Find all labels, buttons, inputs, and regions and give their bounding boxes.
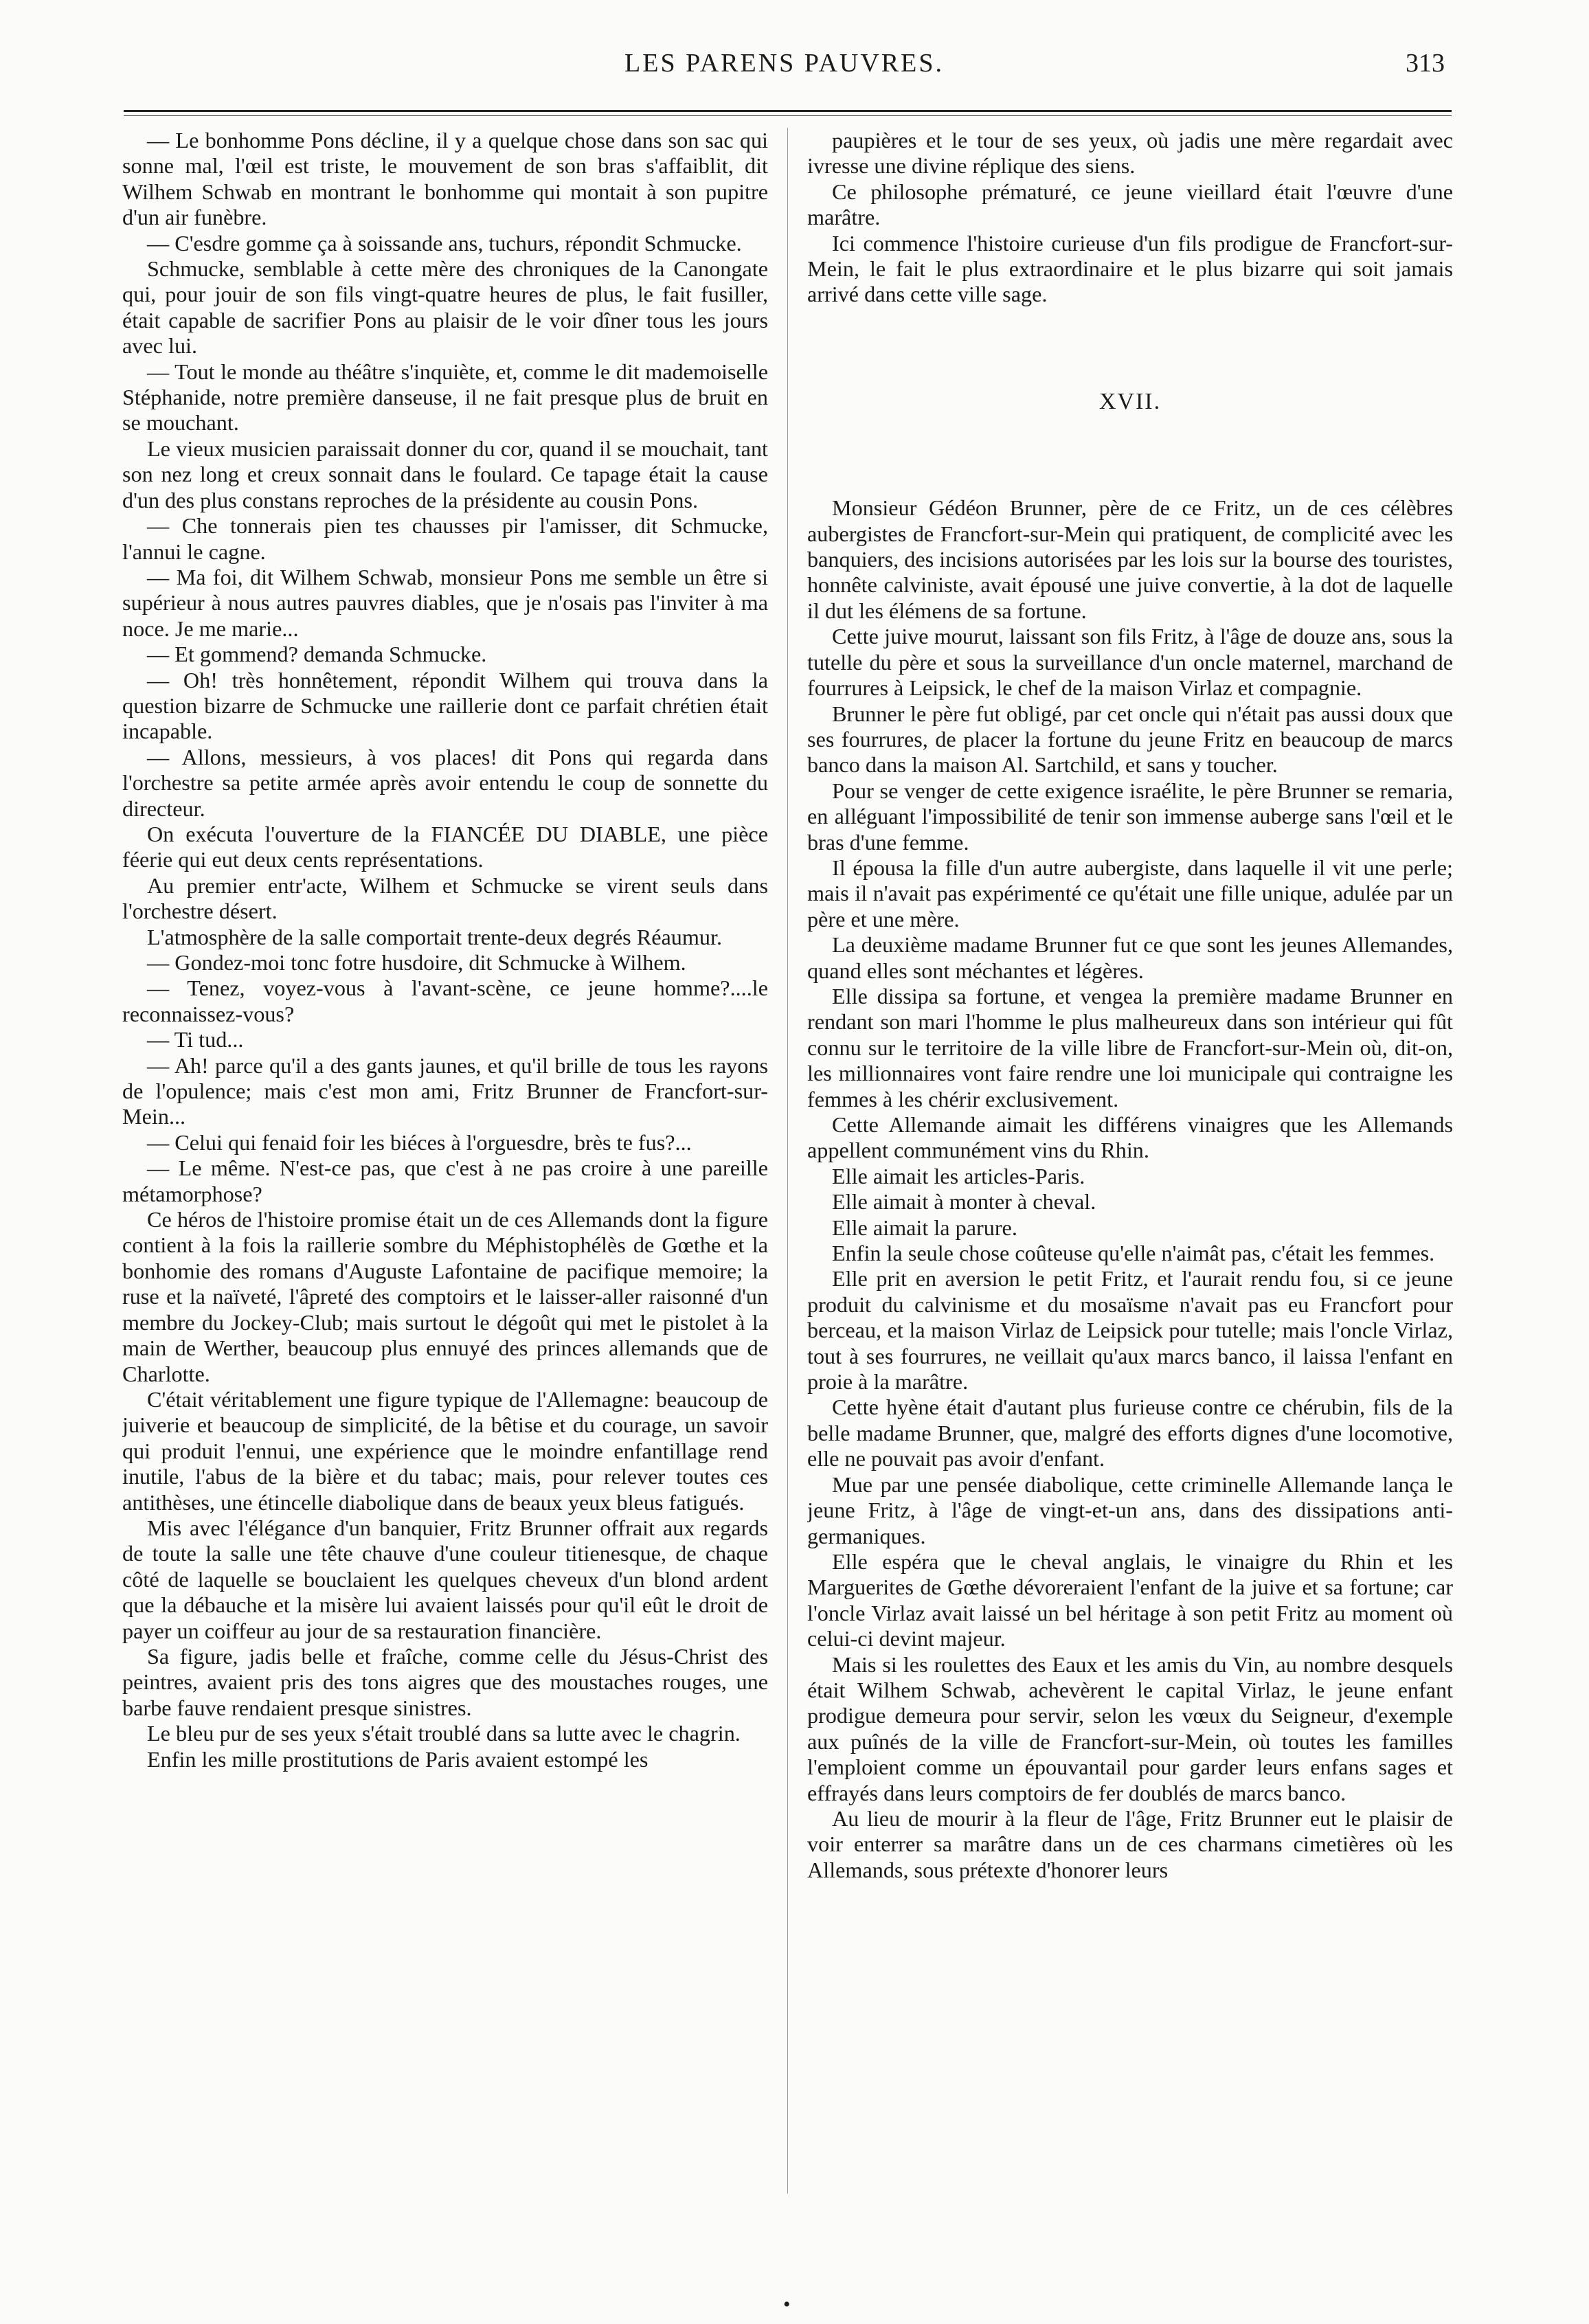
paragraph: Mais si les roulettes des Eaux et les amis du Vin, au nombre desquels était Wilhem Schwab, achevèrent le capital Virlaz, le jeune enfant prodigue demeura pour servir, selon les vœux du Seigneur, d'exemple aux puînés de la ville de Francfort-sur-Mein, où toutes les familles l'emploient comme un épouvantail pour garder leurs enfans sages et effrayés dans leurs comptoirs de fer doublés de marcs banco. — [807, 1651, 1453, 1805]
paragraph: — Tenez, voyez-vous à l'avant-scène, ce jeune homme?....le reconnaissez-vous? — [122, 975, 768, 1026]
paragraph: Mis avec l'élégance d'un banquier, Fritz Brunner offrait aux regards de toute la salle une tête chauve d'une couleur titienesque, de chaque côté de laquelle se bouclaient les quelques cheveux d'un blond ardent que la débauche et la misère lui avaient laissés pour qu'il eût le droit de payer un coiffeur au jour de sa restauration financière. — [122, 1515, 768, 1643]
paragraph: Monsieur Gédéon Brunner, père de ce Fritz, un de ces célèbres aubergistes de Francfort-sur-Mein qui pratiquent, de complicité avec les banquiers, des incisions autorisées par les lois sur la bourse des touristes, honnête calviniste, avait épousé une juive convertie, à la dot de laquelle il dut les élémens de sa fortune. — [807, 495, 1453, 623]
paragraph: Elle aimait la parure. — [832, 1215, 1017, 1240]
paragraph: Cette juive mourut, laissant son fils Fritz, à l'âge de douze ans, sous la tutelle du père et sous la surveillance d'un oncle maternel, marchand de fourrures à Leipsick, le chef de la maison Virlaz et compagnie. — [807, 624, 1453, 701]
paragraph: La deuxième madame Brunner fut ce que sont les jeunes Allemandes, quand elles sont méchantes et légères. — [807, 932, 1453, 983]
paragraph: Ici commence l'histoire curieuse d'un fils prodigue de Francfort-sur-Mein, le fait le plus extraordinaire et le plus bizarre qui soit jamais arrivé dans cette ville sage. — [807, 230, 1453, 307]
paragraph: Elle aimait les articles-Paris. — [832, 1163, 1085, 1188]
paragraph: Elle espéra que le cheval anglais, le vinaigre du Rhin et les Marguerites de Gœthe dévoreraient l'enfant de la juive et sa fortune; car l'oncle Virlaz avait laissé un bel héritage à son petit Fritz au moment où celui-ci devint majeur. — [807, 1548, 1453, 1651]
paragraph: C'était véritablement une figure typique de l'Allemagne: beaucoup de juiverie et beaucoup de simplicité, de la bêtise et du courage, un savoir qui produit l'ennui, une expérience que le moindre enfantillage rend inutile, l'abus de la bière et du tabac; mais, pour relever toutes ces antithèses, une étincelle diabolique dans de beaux yeux bleus fatigués. — [122, 1386, 768, 1515]
running-title: LES PARENS PAUVRES. — [624, 49, 944, 78]
paragraph: — Celui qui fenaid foir les biéces à l'orguesdre, brès te fus?... — [147, 1129, 692, 1155]
paragraph: paupières et le tour de ses yeux, où jadis une mère regardait avec ivresse une divine réplique des siens. — [807, 128, 1453, 179]
paragraph: — Allons, messieurs, à vos places! dit Pons qui regarda dans l'orchestre sa petite armée après avoir entendu le coup de sonnette du directeur. — [122, 744, 768, 821]
paragraph: — Et gommend? demanda Schmucke. — [147, 642, 487, 667]
paragraph: — Le bonhomme Pons décline, il y a quelque chose dans son sac qui sonne mal, l'œil est triste, le mouvement de son bras s'affaiblit, dit Wilhem Schwab en montrant le bonhomme qui montait à son pupitre d'un air funèbre. — [122, 128, 768, 230]
paragraph: Au premier entr'acte, Wilhem et Schmucke se virent seuls dans l'orchestre désert. — [122, 872, 768, 924]
page-number: 313 — [1406, 49, 1445, 78]
paragraph: — Tout le monde au théâtre s'inquiète, et, comme le dit mademoiselle Stéphanide, notre première danseuse, il ne fait presque plus de bruit en se mouchant. — [122, 359, 768, 436]
paragraph: On exécuta l'ouverture de la FIANCÉE DU DIABLE, une pièce féerie qui eut deux cents représentations. — [122, 821, 768, 872]
right-column — [807, 128, 1453, 2193]
paragraph: Elle prit en aversion le petit Fritz, et l'aurait rendu fou, si ce jeune produit du calvinisme et du mosaïsme n'avait pas eu Francfort pour berceau, et la maison Virlaz de Leipsick pour tutelle; mais l'oncle Virlaz, tout à ses fourrures, ne veillait qu'aux marcs banco, il laissa l'enfant en proie à la marâtre. — [807, 1266, 1453, 1395]
paragraph: Ce héros de l'histoire promise était un de ces Allemands dont la figure contient à la fois la raillerie sombre du Méphistophélès de Gœthe et la bonhomie des romans d'Auguste Lafontaine de pacifique memoire; la ruse et la naïveté, l'âpreté des comptoirs et le laisser-aller raisonné d'un membre du Jockey-Club; mais surtout le dégoût qui met le pistolet à la main de Werther, beaucoup plus ennuyé des princes allemands que de Charlotte. — [122, 1207, 768, 1386]
paragraph: Elle aimait à monter à cheval. — [832, 1189, 1096, 1215]
paragraph: — Le même. N'est-ce pas, que c'est à ne pas croire à une pareille métamorphose? — [122, 1155, 768, 1206]
paragraph: — Ma foi, dit Wilhem Schwab, monsieur Pons me semble un être si supérieur à nous autres pauvres diables, que je n'osais pas l'inviter à ma noce. Je me marie... — [122, 564, 768, 641]
header-rule — [124, 110, 1452, 116]
paragraph: — Che tonnerais pien tes chausses pir l'amisser, dit Schmucke, l'annui le cagne. — [122, 513, 768, 564]
paragraph: — Ti tud... — [147, 1027, 244, 1052]
paragraph: Au lieu de mourir à la fleur de l'âge, Fritz Brunner eut le plaisir de voir enterrer sa marâtre dans un de ces charmans cimetières où les Allemands, sous prétexte d'honorer leurs — [807, 1805, 1453, 1882]
paragraph: L'atmosphère de la salle comportait trente-deux degrés Réaumur. — [147, 924, 723, 949]
paragraph: Mue par une pensée diabolique, cette criminelle Allemande lança le jeune Fritz, à l'âge de vingt-et-un ans, dans des dissipations anti-germaniques. — [807, 1471, 1453, 1548]
right-column-intro — [807, 128, 1453, 308]
footer-mark: • — [783, 2293, 791, 2316]
right-column-body — [807, 495, 1453, 1883]
paragraph: Pour se venger de cette exigence israélite, le père Brunner se remaria, en alléguant l'impossibilité de tenir son immense auberge sans l'œil et le bras d'une femme. — [807, 778, 1453, 855]
left-column — [122, 128, 768, 2193]
page-header — [124, 43, 1445, 84]
column-divider — [787, 128, 788, 2193]
chapter-heading: XVII. — [1098, 388, 1162, 414]
paragraph: Enfin les mille prostitutions de Paris avaient estompé les — [147, 1746, 649, 1772]
paragraph: — Oh! très honnêtement, répondit Wilhem qui trouva dans la question bizarre de Schmucke une raillerie dont ce parfait chrétien était incapable. — [122, 667, 768, 744]
paragraph: Ce philosophe prématuré, ce jeune vieillard était l'œuvre d'une marâtre. — [807, 179, 1453, 230]
paragraph: Il épousa la fille d'un autre aubergiste, dans laquelle il vit une perle; mais il n'avait pas expérimenté ce qu'était une fille unique, adulée par un père et une mère. — [807, 855, 1453, 932]
paragraph: Cette hyène était d'autant plus furieuse contre ce chérubin, fils de la belle madame Brunner, que, malgré des efforts dignes d'une locomotive, elle ne pouvait pas avoir d'enfant. — [807, 1395, 1453, 1471]
paragraph: — Gondez-moi tonc fotre husdoire, dit Schmucke à Wilhem. — [147, 950, 686, 975]
paragraph: Le vieux musicien paraissait donner du cor, quand il se mouchait, tant son nez long et creux sonnait dans le foulard. Ce tapage était la cause d'un des plus constans reproches de la présidente au cousin Pons. — [122, 436, 768, 512]
paragraph: Cette Allemande aimait les différens vinaigres que les Allemands appellent communément vins du Rhin. — [807, 1112, 1453, 1163]
paragraph: Elle dissipa sa fortune, et vengea la première madame Brunner en rendant son mari l'homme le plus malheureux dans son intérieur qui fût connu sur le territoire de la ville libre de Francfort-sur-Mein où, dit-on, les millionnaires vont faire rendre une loi municipale qui contraigne les femmes à les chérir exclusivement. — [807, 983, 1453, 1112]
paragraph: Le bleu pur de ses yeux s'était troublé dans sa lutte avec le chagrin. — [147, 1721, 741, 1746]
paragraph: Enfin la seule chose coûteuse qu'elle n'aimât pas, c'était les femmes. — [832, 1241, 1435, 1266]
paragraph: Sa figure, jadis belle et fraîche, comme celle du Jésus-Christ des peintres, avaient pris des tons aigres que des moustaches rouges, une barbe fauve rendaient presque sinistres. — [122, 1643, 768, 1720]
text-columns — [122, 128, 1453, 2193]
paragraph: — Ah! parce qu'il a des gants jaunes, et qu'il brille de tous les rayons de l'opulence; mais c'est mon ami, Fritz Brunner de Francfort-sur-Mein... — [122, 1052, 768, 1129]
paragraph: — C'esdre gomme ça à soissande ans, tuchurs, répondit Schmucke. — [147, 230, 742, 256]
paragraph: Brunner le père fut obligé, par cet oncle qui n'était pas aussi doux que ses fourrures, de placer la fortune du jeune Fritz en beaucoup de marcs banco dans la maison Al. Sartchild, et sans y toucher. — [807, 701, 1453, 778]
paragraph: Schmucke, semblable à cette mère des chroniques de la Canongate qui, pour jouir de son fils vingt-quatre heures de plus, le fait fusiller, était capable de sacrifier Pons au plaisir de le voir dîner tous les jours avec lui. — [122, 256, 768, 359]
